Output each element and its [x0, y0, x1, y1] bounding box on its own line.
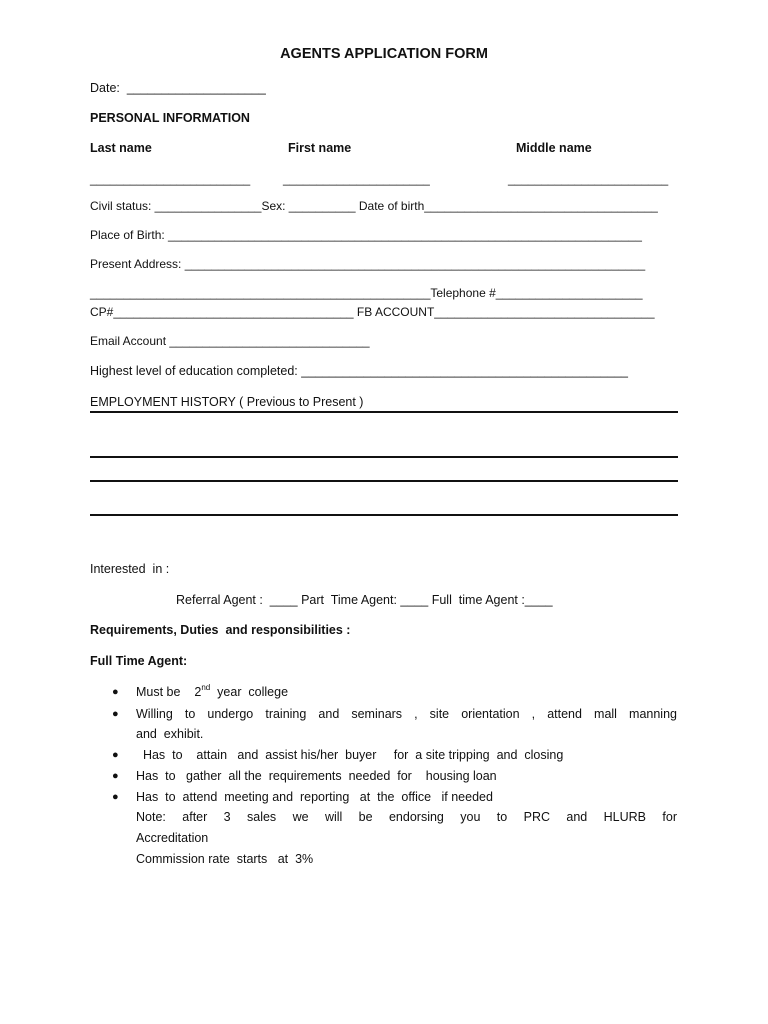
form-title: AGENTS APPLICATION FORM: [280, 46, 488, 62]
address-telephone-row[interactable]: ___________________________________________________Telephone #______________________: [90, 286, 643, 300]
requirements-heading: Requirements, Duties and responsibilities :: [90, 623, 351, 637]
civil-status-sex-birthdate-row[interactable]: Civil status: ________________Sex: __________ Date of birth___________________________________: [90, 199, 658, 213]
employment-line-4[interactable]: [90, 514, 678, 516]
requirement-college-text-end: year college: [210, 685, 289, 699]
education-field[interactable]: Highest level of education completed: _______________________________________________: [90, 364, 628, 378]
first-name-label: First name: [288, 141, 352, 155]
accreditation-note-cont: Accreditation: [136, 831, 209, 845]
requirement-college: [136, 684, 288, 700]
requirement-assist-buyer: Has to attain and assist his/her buyer for a site tripping and closing: [136, 748, 564, 762]
employment-line-2[interactable]: [90, 456, 678, 458]
bullet-icon: ●: [112, 749, 119, 761]
cp-fb-account-row[interactable]: CP#____________________________________ FB ACCOUNT_________________________________: [90, 305, 655, 319]
ordinal-suffix: nd: [201, 683, 211, 692]
requirement-meetings: Has to attend meeting and reporting at the office if needed: [136, 790, 493, 804]
bullet-icon: ●: [112, 770, 119, 782]
requirement-training-cont: and exhibit.: [136, 727, 204, 741]
present-address-field[interactable]: Present Address: _____________________________________________________________________: [90, 257, 646, 271]
requirement-housing-loan: Has to gather all the requirements needed for housing loan: [136, 769, 497, 783]
email-account-field[interactable]: Email Account ______________________________: [90, 334, 370, 348]
last-name-field[interactable]: ________________________: [90, 172, 251, 186]
last-name-label: Last name: [90, 141, 152, 155]
place-of-birth-field[interactable]: Place of Birth: _______________________________________________________________________: [90, 228, 642, 242]
full-time-agent-heading: Full Time Agent:: [90, 654, 188, 668]
employment-history-heading: EMPLOYMENT HISTORY ( Previous to Present ): [90, 395, 364, 409]
personal-information-heading: PERSONAL INFORMATION: [90, 111, 250, 125]
bullet-icon: ●: [112, 791, 119, 803]
bullet-icon: ●: [112, 708, 119, 720]
accreditation-note: Note: after 3 sales we will be endorsing you to PRC and HLURB for: [136, 810, 677, 824]
date-field[interactable]: Date: ____________________: [90, 81, 266, 95]
bullet-icon: ●: [112, 686, 119, 698]
commission-rate: Commission rate starts at 3%: [136, 852, 314, 866]
requirement-college-text: Must be 2: [136, 685, 202, 699]
employment-line-1[interactable]: [90, 411, 678, 413]
middle-name-field[interactable]: ________________________: [508, 172, 669, 186]
interested-in-label: Interested in :: [90, 562, 170, 576]
agent-type-options[interactable]: Referral Agent : ____ Part Time Agent: ____ Full time Agent :____: [176, 593, 553, 607]
first-name-field[interactable]: ______________________: [283, 172, 430, 186]
middle-name-label: Middle name: [516, 141, 592, 155]
requirement-training: Willing to undergo training and seminars , site orientation , attend mall manning: [136, 707, 677, 721]
employment-line-3[interactable]: [90, 480, 678, 482]
